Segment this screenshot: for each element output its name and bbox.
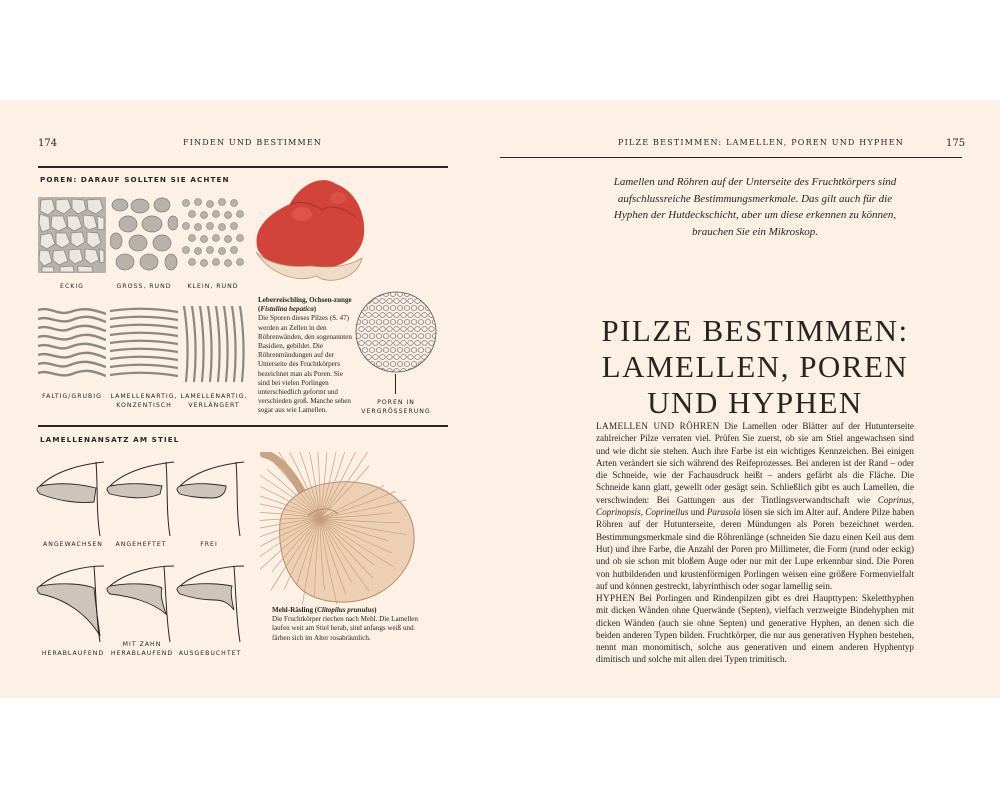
pore-tile-small-round [180, 197, 246, 273]
gill-decurrent-icon [36, 562, 106, 644]
pore-tile-elongated [180, 306, 246, 382]
para1-text-b: und [688, 507, 707, 518]
para1-text-c: lösen sie sich im Alter auf. Andere Pilze haben Röhren auf der Hutunterseite, deren Mündungen als Poren bezeichnet werden. Bestimmungsmerkmale sind die Röhrenlänge (schneiden Sie dazu einen Keil aus dem Hut) und ihre Farbe, die Anzahl der Poren pro Millimeter, die Form (rund oder eckig) und ob sie schon mit bloßem Auge oder nur mit der Lupe erkennbar sind. Die Poren von hutbildenden und krustenförmigen Porlingen weisen eine größere Formenvielfalt auf und können gestreckt, labyrinthisch oder sogar lamellig sein. [596, 507, 915, 591]
lead-lamellen: LAMELLEN UND RÖHREN [596, 421, 720, 431]
tile-label-eckig: ECKIG [60, 283, 84, 290]
para1-genera: Coprinus, Coprinopsis, Coprinellus [596, 494, 914, 518]
gill-label-herablaufend: HERABLAUFEND [41, 650, 105, 657]
right-running-head: PILZE BESTIMMEN: LAMELLEN, POREN UND HYPHEN [618, 138, 904, 147]
left-running-head: FINDEN UND BESTIMMEN [183, 138, 323, 147]
pores-top-rule [38, 166, 448, 168]
tile-label-gross-rund: GROSS, RUND [116, 283, 172, 290]
small-round-pores-icon [180, 197, 246, 273]
caption-title-a: Leberreischling, Ochsen-zunge ( [258, 296, 352, 314]
body-paragraph-hyphae [596, 592, 914, 666]
concentric-lamellate-icon [110, 306, 178, 382]
magnified-label: POREN IN VERGRÖSSERUNG [361, 399, 431, 415]
left-page [0, 100, 500, 698]
gill-label-ausgebuchtet: AUSGEBUCHTET [178, 650, 242, 657]
right-page [500, 100, 1000, 698]
wrinkled-pores-icon [38, 306, 106, 382]
gill-attached-icon [36, 456, 106, 540]
magnify-leader-line [395, 374, 396, 394]
caption-text-a: Die Sporen dieses Pilzes (S. 47) werden an Zellen in den Röhrenwänden, den sogenannten Basidien, gebildet. Die Röhrenmündungen auf der Unterseite des Fruchtkörpers bezeichnet man als Poren. Sie sind bei vielen Porlingen unterschiedlich geformt und verschieden groß. Manche sehen sogar aus wie Lamellen. [258, 314, 352, 415]
gill-toothed-decurrent-icon [106, 562, 176, 644]
caption-title-a-end: ) [313, 305, 317, 314]
tile-label-konzentrisch: LAMELLENARTIG, KONZENTISCH [110, 393, 178, 409]
caption-title-b: Mehl-Räsling ( [272, 606, 318, 614]
left-folio: 174 [38, 138, 58, 149]
tile-label-verlaengert: LAMELLENARTIG, VERLÄNGERT [180, 393, 248, 409]
right-header-rule [500, 157, 962, 158]
gill-label-angewachsen: ANGEWACHSEN [43, 541, 103, 548]
elongated-lamellate-icon [180, 306, 246, 382]
caption-species-b: Clitopilus prunulus [317, 606, 375, 614]
book-spread [0, 100, 1000, 698]
pores-section-title: POREN: DARAUF SOLLTEN SIE ACHTEN [40, 175, 230, 184]
gill-free-icon [176, 456, 246, 540]
right-folio: 175 [946, 138, 966, 149]
gill-adnexed-icon [106, 456, 176, 540]
large-round-pores-icon [110, 197, 178, 273]
gill-label-mit-zahn: MIT ZAHN HERABLAUFEND [110, 641, 174, 657]
para2-text: Bei Porlingen und Rindenpilzen gibt es drei Haupttypen: Skeletthyphen mit dicken Wänden ohne Querwände (Septen), vielfach verzweigte Bindehyphen mit dicken Wänden (auch sie ohne Septen) und generative Hyphen, an denen sich die beiden anderen Typen bilden. Fruchtkörper, die nur aus generativen Hyphen bestehen, nennt man monomitisch, solche aus generativen und einem anderen Hyphentyp dimitisch und solche mit allen drei Typen trimitisch. [596, 593, 914, 665]
pore-tile-concentric [110, 306, 178, 382]
caption-title-b-end: ) [374, 606, 377, 614]
para1-text-a: Die Lamellen oder Blätter auf der Hutunterseite zahlreicher Pilze verraten viel. Prüfen Sie zuerst, ob sie am Stiel angewachsen sind und wie dicht sie stehen. Auch ihre Farbe ist ein wichtiges Kennzeichen. Bei einigen Arten verändert sie sich während des Reifeprozesses. Bei anderen ist der Rand – oder die Schneide, wie der Fachausdruck heißt – anders gefärbt als die Fläche. Die Schneide kann glatt, gewellt oder gesägt sein. Schließlich gibt es auch Lamellen, die verschwinden: Bei Gattungen aus der Tintlingsverwandtschaft wie [596, 421, 914, 505]
gill-sinuate-icon [176, 562, 246, 644]
tile-label-klein-rund: KLEIN, RUND [187, 283, 239, 290]
miller-mushroom-illustration [260, 452, 420, 610]
gill-label-angeheftet: ANGEHEFTET [115, 541, 167, 548]
intro-text: Lamellen und Röhren auf der Unterseite des Fruchtkörpers sind aufschlussreiche Bestimmungsmerkmale. Das gilt auch für die Hyphen der Hutdeckschicht, aber um diese erkennen zu können, brauchen Sie ein Mikroskop. [613, 176, 897, 238]
caption-species-a: Fistulina hepatica [260, 305, 314, 314]
pore-tile-wrinkled [38, 306, 106, 382]
liver-fungus-caption [258, 296, 352, 416]
para1-genus2: Parasola [706, 507, 741, 518]
gills-section-title: LAMELLENANSATZ AM STIEL [40, 435, 180, 444]
body-paragraph-gills [596, 420, 914, 592]
angular-pores-icon [38, 197, 106, 273]
magnified-pores-icon [354, 290, 438, 374]
liver-fungus-illustration [250, 174, 370, 290]
gills-top-rule [38, 425, 448, 427]
page-title: PILZE BESTIMMEN: LAMELLEN, POREN UND HYPHEN [601, 312, 909, 420]
lead-hyphen: HYPHEN [596, 593, 636, 603]
pore-tile-large-round [110, 197, 178, 273]
gill-label-frei: FREI [200, 541, 218, 548]
pore-tile-angular [38, 197, 106, 273]
tile-label-faltig: FALTIG/GRUBIG [42, 393, 102, 400]
miller-caption [272, 606, 422, 643]
caption-text-b: Die Fruchtkörper riechen nach Mehl. Die Lamellen laufen weit am Stiel herab, sind anfangs weiß und färben sich im Alter rosabräunlich. [272, 615, 418, 642]
